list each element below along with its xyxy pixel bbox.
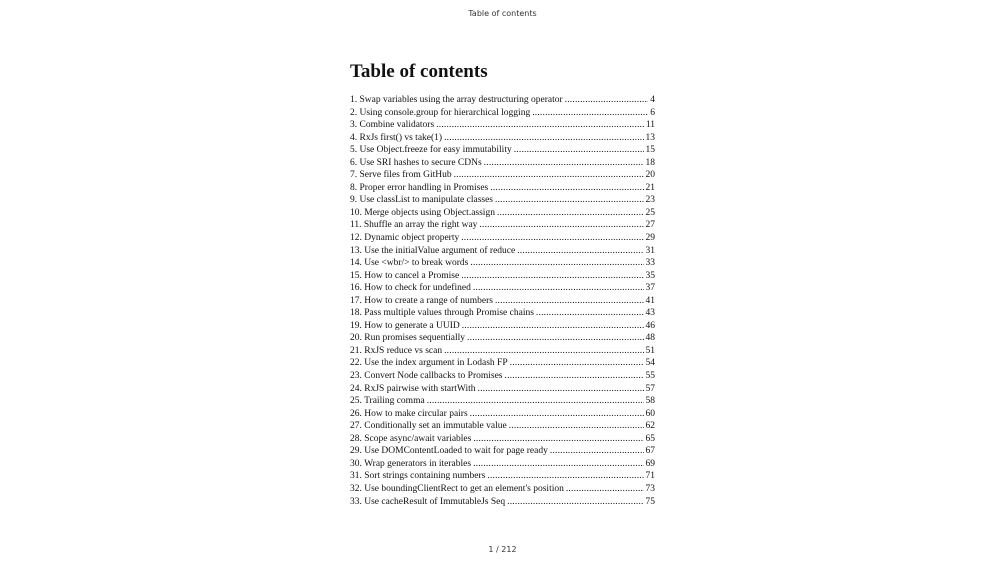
dot-leader <box>497 207 644 220</box>
toc-entry[interactable] <box>350 295 655 308</box>
dot-leader <box>473 458 643 471</box>
toc-entry-label: 17. How to create a range of numbers <box>350 295 493 306</box>
toc-entry-label: 26. How to make circular pairs <box>350 408 468 419</box>
dot-leader <box>484 157 644 170</box>
toc-entry-page-number: 48 <box>645 333 655 344</box>
toc-entry[interactable] <box>350 107 655 120</box>
toc-entry[interactable] <box>350 207 655 220</box>
dot-leader <box>479 219 643 232</box>
dot-leader <box>490 182 643 195</box>
toc-entry-label: 8. Proper error handling in Promises <box>350 182 489 193</box>
page-indicator: 1 / 212 <box>488 545 517 554</box>
toc-entry[interactable] <box>350 458 655 471</box>
toc-entry-label: 3. Combine validators <box>350 120 435 131</box>
toc-entry-page-number: 18 <box>645 157 655 168</box>
toc-entry-page-number: 62 <box>645 421 655 432</box>
toc-entry[interactable] <box>350 282 655 295</box>
toc-entry-page-number: 37 <box>645 283 655 294</box>
toc-entry-label: 19. How to generate a UUID <box>350 320 460 331</box>
dot-leader <box>517 245 643 258</box>
dot-leader <box>487 470 643 483</box>
dot-leader <box>454 169 644 182</box>
toc-entry[interactable] <box>350 169 655 182</box>
toc-entry[interactable] <box>350 370 655 383</box>
toc-entry-label: 4. RxJs first() vs take(1) <box>350 132 443 143</box>
toc-entry[interactable] <box>350 257 655 270</box>
toc-entry-label: 32. Use boundingClientRect to get an element's position <box>350 483 564 494</box>
toc-entry-page-number: 20 <box>645 170 655 181</box>
dot-leader <box>505 370 644 383</box>
toc-entry-label: 20. Run promises sequentially <box>350 333 466 344</box>
toc-entry-label: 2. Using console.group for hierarchical logging <box>350 107 531 118</box>
dot-leader <box>470 257 643 270</box>
toc-entry-page-number: 41 <box>645 295 655 306</box>
dot-leader <box>461 232 643 245</box>
toc-entry-page-number: 46 <box>645 320 655 331</box>
page-title: Table of contents <box>350 61 488 82</box>
toc-entry-label: 10. Merge objects using Object.assign <box>350 207 495 218</box>
toc-entry-label: 5. Use Object.freeze for easy immutability <box>350 145 512 156</box>
toc-entry-label: 25. Trailing comma <box>350 396 425 407</box>
toc-entry-page-number: 60 <box>645 408 655 419</box>
dot-leader <box>461 270 643 283</box>
toc-entry-label: 9. Use classList to manipulate classes <box>350 195 493 206</box>
toc-entry-page-number: 54 <box>645 358 655 369</box>
toc-entry[interactable] <box>350 270 655 283</box>
toc-list <box>350 94 655 508</box>
toc-entry-label: 18. Pass multiple values through Promise chains <box>350 308 534 319</box>
toc-entry[interactable] <box>350 470 655 483</box>
toc-entry-page-number: 69 <box>645 458 655 469</box>
toc-entry-label: 24. RxJS pairwise with startWith <box>350 383 476 394</box>
toc-entry[interactable] <box>350 408 655 421</box>
toc-entry-page-number: 33 <box>645 258 655 269</box>
toc-entry-page-number: 21 <box>645 182 655 193</box>
dot-leader <box>507 496 643 509</box>
dot-leader <box>550 445 644 458</box>
dot-leader <box>509 420 644 433</box>
dot-leader <box>566 483 644 496</box>
dot-leader <box>536 307 644 320</box>
dot-leader <box>444 345 643 358</box>
toc-entry-label: 27. Conditionally set an immutable value <box>350 421 507 432</box>
toc-entry-page-number: 15 <box>645 145 655 156</box>
toc-entry-page-number: 65 <box>645 433 655 444</box>
dot-leader <box>565 94 649 107</box>
dot-leader <box>510 357 644 370</box>
dot-leader <box>478 383 644 396</box>
toc-entry-label: 1. Swap variables using the array destructuring operator <box>350 95 563 105</box>
toc-entry-label: 30. Wrap generators in iterables <box>350 458 472 469</box>
toc-entry-page-number: 25 <box>645 207 655 218</box>
toc-entry[interactable] <box>350 332 655 345</box>
toc-entry-page-number: 73 <box>645 483 655 494</box>
dot-leader <box>495 295 644 308</box>
toc-entry[interactable] <box>350 182 655 195</box>
toc-entry[interactable] <box>350 383 655 396</box>
toc-entry[interactable] <box>350 219 655 232</box>
toc-entry-label: 29. Use DOMContentLoaded to wait for page ready <box>350 446 548 457</box>
toc-entry-label: 22. Use the index argument in Lodash FP <box>350 358 508 369</box>
toc-entry-page-number: 75 <box>645 496 655 507</box>
toc-entry-label: 13. Use the initialValue argument of reduce <box>350 245 516 256</box>
toc-entry-label: 14. Use <wbr/> to break words <box>350 258 469 269</box>
toc-entry[interactable] <box>350 320 655 333</box>
dot-leader <box>436 119 644 132</box>
dot-leader <box>473 433 643 446</box>
toc-entry[interactable] <box>350 357 655 370</box>
toc-entry-page-number: 4 <box>650 95 655 105</box>
toc-entry-page-number: 23 <box>645 195 655 206</box>
dot-leader <box>467 332 643 345</box>
document-page <box>350 60 655 508</box>
toc-entry-page-number: 67 <box>645 446 655 457</box>
toc-entry-label: 28. Scope async/await variables <box>350 433 472 444</box>
toc-entry[interactable] <box>350 496 655 509</box>
toc-entry[interactable] <box>350 132 655 145</box>
dot-leader <box>473 282 644 295</box>
toc-entry-page-number: 55 <box>645 371 655 382</box>
toc-entry-label: 7. Serve files from GitHub <box>350 170 452 181</box>
toc-entry[interactable] <box>350 483 655 496</box>
dot-leader <box>514 144 644 157</box>
toc-entry-page-number: 31 <box>645 245 655 256</box>
toc-entry-page-number: 11 <box>645 120 655 131</box>
toc-entry[interactable] <box>350 433 655 446</box>
toc-entry-page-number: 29 <box>645 233 655 244</box>
toc-entry[interactable] <box>350 395 655 408</box>
toc-entry[interactable] <box>350 307 655 320</box>
toc-entry[interactable] <box>350 157 655 170</box>
toc-entry-page-number: 58 <box>645 396 655 407</box>
toc-entry-page-number: 57 <box>645 383 655 394</box>
toc-entry-label: 6. Use SRI hashes to secure CDNs <box>350 157 482 168</box>
dot-leader <box>532 107 648 120</box>
toc-entry-label: 33. Use cacheResult of ImmutableJs Seq <box>350 496 506 507</box>
toc-entry-label: 31. Sort strings containing numbers <box>350 471 486 482</box>
toc-entry-page-number: 6 <box>650 107 655 118</box>
toc-entry-label: 21. RxJS reduce vs scan <box>350 345 443 356</box>
toc-entry-page-number: 13 <box>645 132 655 143</box>
toc-entry-label: 16. How to check for undefined <box>350 283 471 294</box>
toc-entry-page-number: 71 <box>645 471 655 482</box>
toc-entry[interactable] <box>350 245 655 258</box>
toc-entry-label: 12. Dynamic object property <box>350 233 460 244</box>
toc-entry-page-number: 51 <box>645 345 655 356</box>
toc-entry[interactable] <box>350 420 655 433</box>
document-title: Table of contents <box>468 9 537 18</box>
dot-leader <box>427 395 644 408</box>
toc-entry-page-number: 43 <box>645 308 655 319</box>
dot-leader <box>444 132 643 145</box>
toc-entry-label: 15. How to cancel a Promise <box>350 270 460 281</box>
toc-entry[interactable] <box>350 445 655 458</box>
toc-entry-page-number: 27 <box>645 220 655 231</box>
toc-entry[interactable] <box>350 194 655 207</box>
toc-entry[interactable] <box>350 94 655 107</box>
toc-entry[interactable] <box>350 144 655 157</box>
toc-entry[interactable] <box>350 232 655 245</box>
toc-entry-label: 11. Shuffle an array the right way <box>350 220 478 231</box>
toc-entry-page-number: 35 <box>645 270 655 281</box>
dot-leader <box>470 408 644 421</box>
toc-entry-label: 23. Convert Node callbacks to Promises <box>350 371 503 382</box>
dot-leader <box>462 320 644 333</box>
dot-leader <box>495 194 644 207</box>
toc-entry[interactable] <box>350 119 655 132</box>
toc-entry[interactable] <box>350 345 655 358</box>
